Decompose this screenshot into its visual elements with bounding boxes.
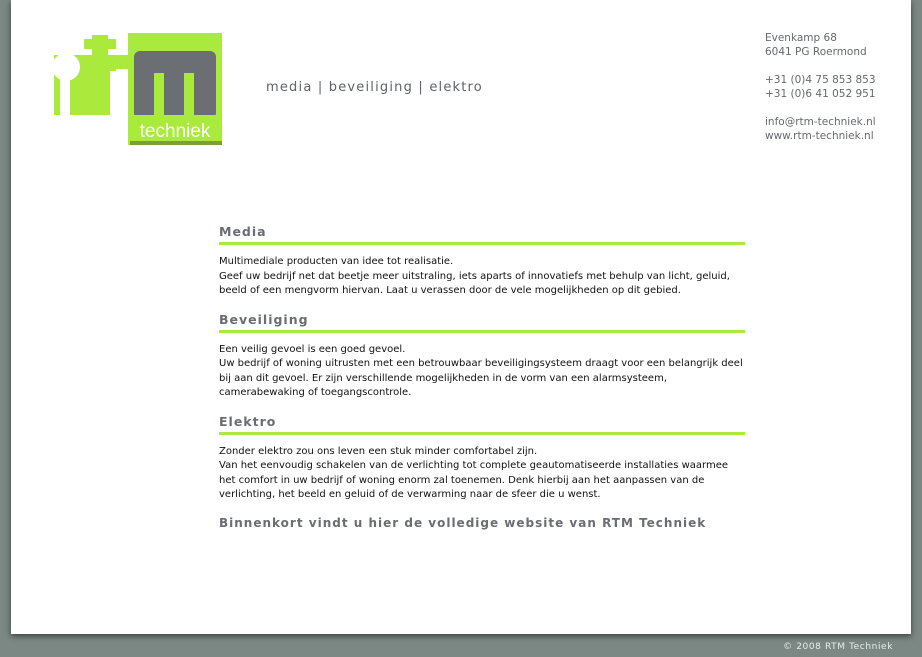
section-media-lead: Multimediale producten van idee tot realisatie.: [219, 256, 454, 267]
contact-block: [765, 31, 876, 143]
footer-copyright: © 2008 RTM Techniek: [783, 642, 893, 652]
page-card: [11, 0, 911, 634]
contact-city: 6041 PG Roermond: [765, 46, 867, 58]
section-beveiliging: [219, 312, 745, 401]
section-title-beveiliging: Beveiliging: [219, 312, 745, 333]
closing-message: Binnenkort vindt u hier de volledige website van RTM Techniek: [219, 515, 707, 530]
contact-phone-1: +31 (0)4 75 853 853: [765, 74, 876, 86]
section-beveiliging-lead: Een veilig gevoel is een goed gevoel.: [219, 343, 406, 355]
section-media-text: Geef uw bedrijf net dat beetje meer uitstraling, iets aparts of innovatiefs met behulp van licht, geluid, beeld of een mengvorm hiervan. Laat u verassen door de vele mogelijkheden op dit gebied.: [219, 270, 730, 296]
contact-phone-2: +31 (0)6 41 052 951: [765, 88, 876, 100]
logo-wordmark: techniek: [139, 121, 211, 142]
section-elektro-lead: Zonder elektro zou ons leven een stuk minder comfortabel zijn.: [219, 445, 538, 457]
contact-email-link[interactable]: info@rtm-techniek.nl: [765, 116, 876, 128]
section-title-elektro: Elektro: [219, 414, 745, 435]
section-elektro: [219, 414, 745, 503]
contact-street: Evenkamp 68: [765, 32, 837, 44]
section-beveiliging-text: Uw bedrijf of woning uitrusten met een betrouwbaar beveiligingsysteem draagt voor een belangrijk deel bij aan dit gevoel. Er zijn verschillende mogelijkheden in de vorm van een alarmsysteem, camerabewaking of toegangscontrole.: [219, 358, 743, 398]
rtm-logo: [46, 33, 222, 147]
section-media: [219, 224, 745, 299]
contact-website-link[interactable]: www.rtm-techniek.nl: [765, 130, 874, 142]
section-elektro-text: Van het eenvoudig schakelen van de verlichting tot complete geautomatiseerde installaties waarmee het comfort in uw bedrijf of woning enorm zal toenemen. Denk hierbij aan het aanpassen van de verlichting, het beeld en geluid of de verwarming naar de sfeer die u wenst.: [219, 460, 728, 500]
main-content: [219, 224, 745, 530]
header-tagline: media | beveiliging | elektro: [266, 80, 483, 95]
section-title-media: Media: [219, 224, 745, 245]
